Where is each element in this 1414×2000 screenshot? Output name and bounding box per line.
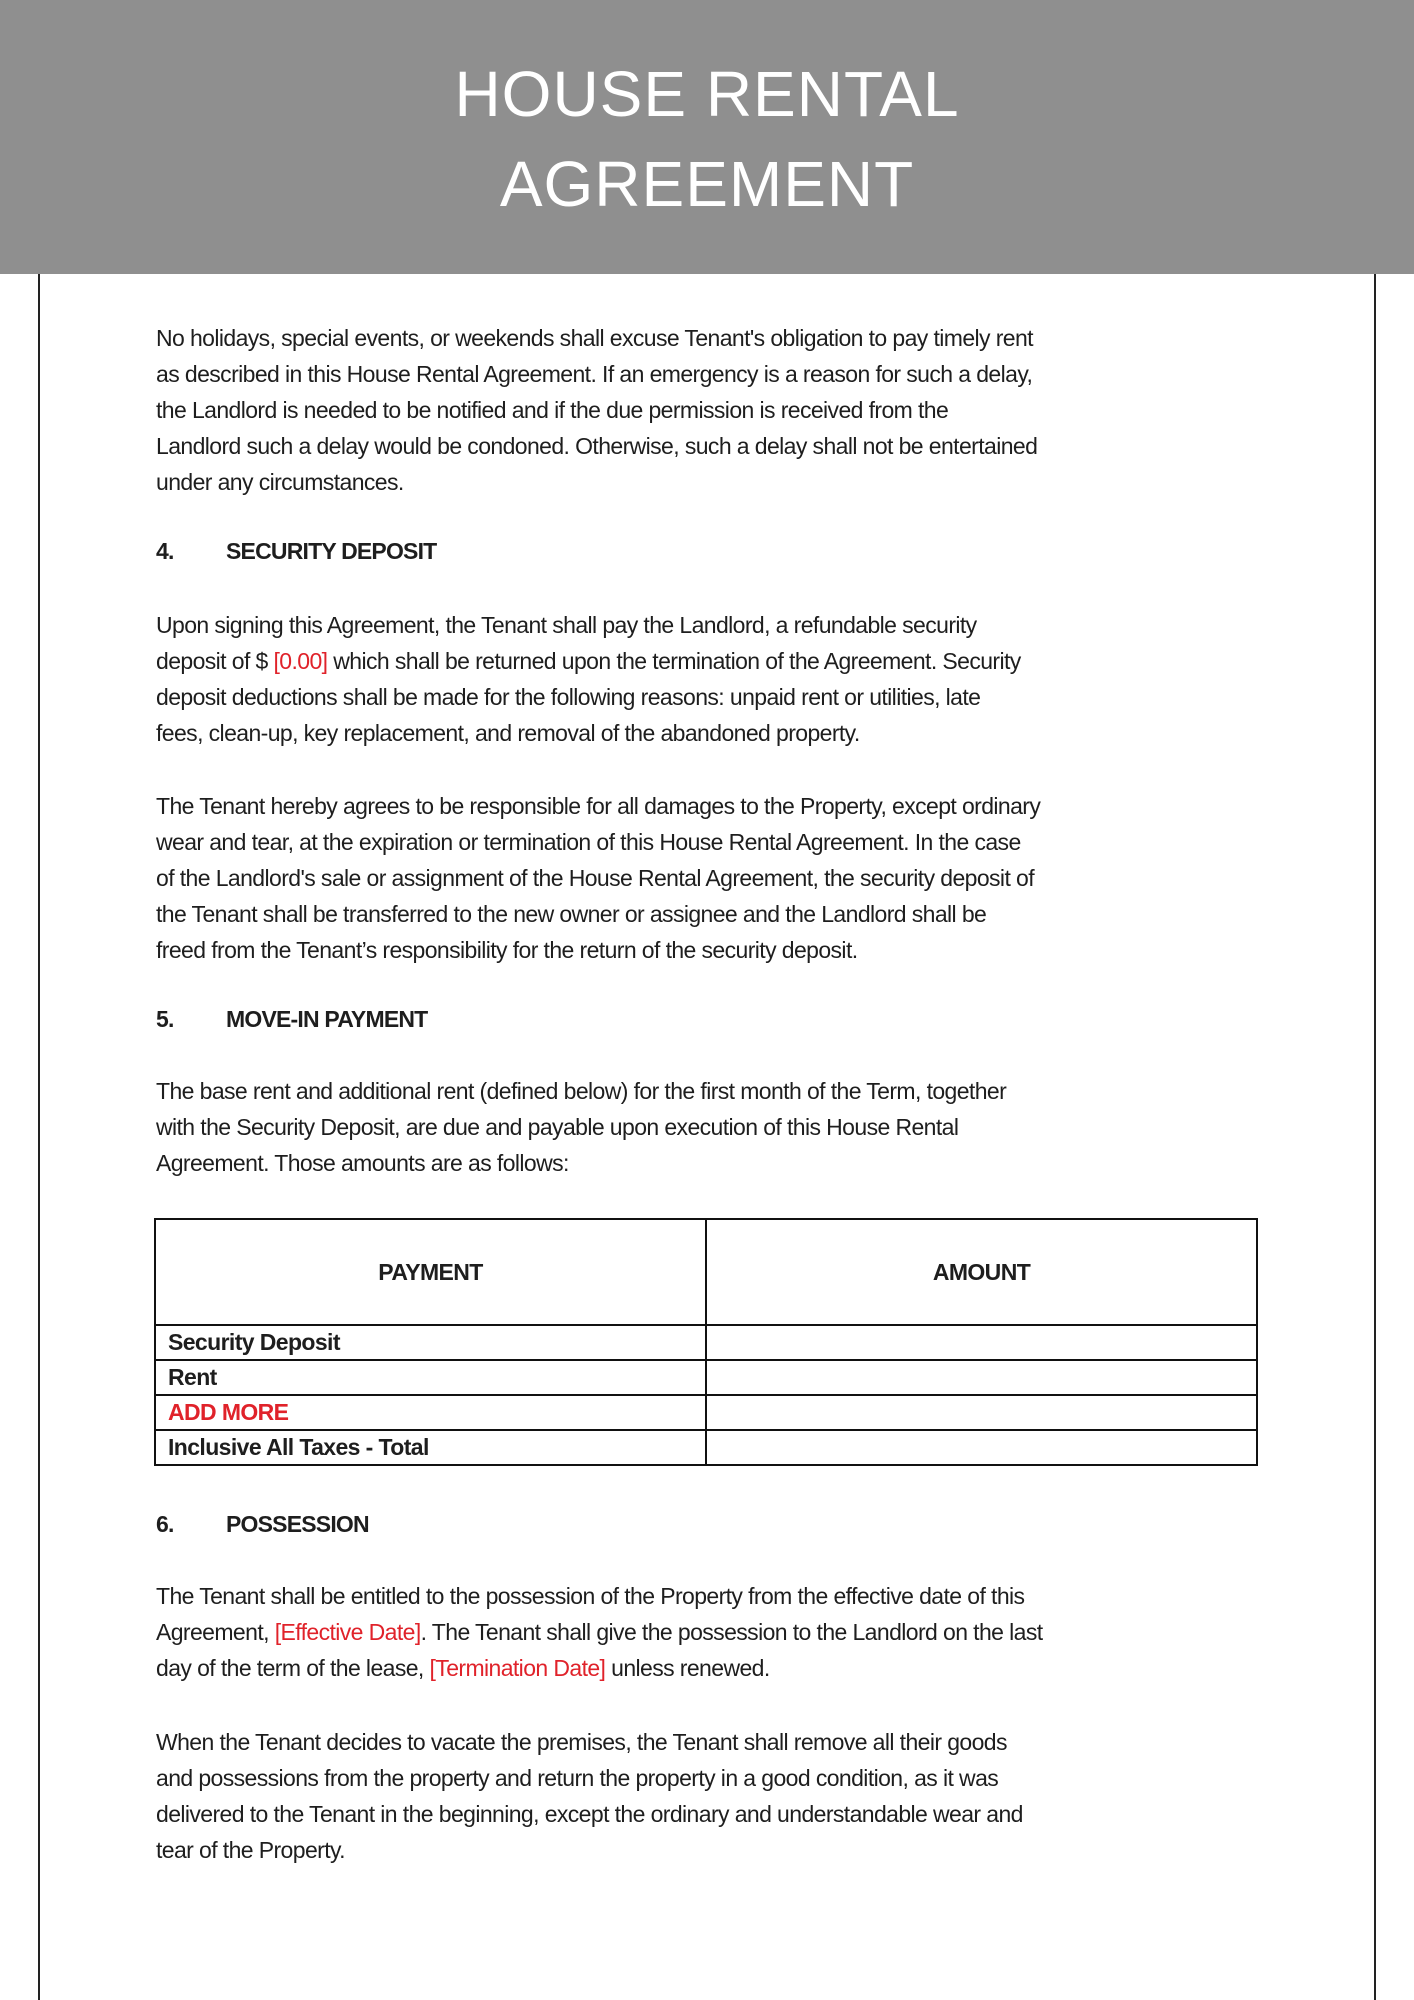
title-banner xyxy=(0,0,1414,274)
section-heading-security-deposit xyxy=(156,538,436,565)
section-number: 5. xyxy=(156,1006,174,1032)
payment-cell: Inclusive All Taxes - Total xyxy=(155,1430,706,1465)
table-row xyxy=(155,1430,1257,1465)
payment-cell-add-more: ADD MORE xyxy=(155,1395,706,1430)
section-title: MOVE-IN PAYMENT xyxy=(226,1006,428,1032)
table-row xyxy=(155,1395,1257,1430)
amount-cell[interactable] xyxy=(706,1430,1257,1465)
text-line: The Tenant hereby agrees to be responsible for all damages to the Property, except ordinary xyxy=(156,793,1041,819)
title-line-2: AGREEMENT xyxy=(499,148,915,220)
text-line: Agreement. Those amounts are as follows: xyxy=(156,1150,569,1176)
section-title: SECURITY DEPOSIT xyxy=(226,538,437,564)
page-border-right xyxy=(1374,274,1376,2000)
text-line: as described in this House Rental Agreement. If an emergency is a reason for such a delay, xyxy=(156,361,1033,387)
section-heading-possession xyxy=(156,1511,369,1538)
text-line: delivered to the Tenant in the beginning, except the ordinary and understandable wear and xyxy=(156,1801,1023,1827)
text: unless renewed. xyxy=(605,1655,770,1681)
section-number: 4. xyxy=(156,538,174,564)
paragraph-move-in xyxy=(156,1073,1276,1181)
amount-cell[interactable] xyxy=(706,1395,1257,1430)
paragraph-vacate xyxy=(156,1724,1276,1868)
text-line: The base rent and additional rent (defined below) for the first month of the Term, together xyxy=(156,1078,1007,1104)
text-line: fees, clean-up, key replacement, and removal of the abandoned property. xyxy=(156,720,860,746)
section-number: 6. xyxy=(156,1511,174,1537)
paragraph-possession xyxy=(156,1578,1276,1686)
column-header-payment: PAYMENT xyxy=(155,1219,706,1325)
title-line-1: HOUSE RENTAL xyxy=(454,58,960,130)
table-row xyxy=(155,1360,1257,1395)
amount-cell[interactable] xyxy=(706,1325,1257,1360)
text: which shall be returned upon the termination of the Agreement. Security xyxy=(327,648,1021,674)
table-row xyxy=(155,1325,1257,1360)
text-line: with the Security Deposit, are due and payable upon execution of this House Rental xyxy=(156,1114,959,1140)
text-line: freed from the Tenant’s responsibility for the return of the security deposit. xyxy=(156,937,858,963)
payment-table xyxy=(154,1218,1258,1466)
text: Agreement, xyxy=(156,1619,275,1645)
text-line: the Tenant shall be transferred to the new owner or assignee and the Landlord shall be xyxy=(156,901,987,927)
section-title: POSSESSION xyxy=(226,1511,369,1537)
deposit-amount-placeholder: [0.00] xyxy=(273,648,328,674)
text-line: No holidays, special events, or weekends shall excuse Tenant's obligation to pay timely rent xyxy=(156,325,1033,351)
page-border-left xyxy=(38,274,40,2000)
text-line: The Tenant shall be entitled to the possession of the Property from the effective date of this xyxy=(156,1583,1025,1609)
paragraph-rent-timeliness xyxy=(156,320,1276,500)
paragraph-security-deposit xyxy=(156,607,1276,751)
text-line: wear and tear, at the expiration or termination of this House Rental Agreement. In the case xyxy=(156,829,1021,855)
text-line xyxy=(156,643,1276,679)
text-line: deposit deductions shall be made for the following reasons: unpaid rent or utilities, late xyxy=(156,684,981,710)
column-header-amount: AMOUNT xyxy=(706,1219,1257,1325)
effective-date-placeholder: [Effective Date] xyxy=(274,1619,421,1645)
paragraph-damages xyxy=(156,788,1276,968)
text-line: Landlord such a delay would be condoned. Otherwise, such a delay shall not be entertained xyxy=(156,433,1038,459)
text-line: Upon signing this Agreement, the Tenant shall pay the Landlord, a refundable security xyxy=(156,612,977,638)
text-line: the Landlord is needed to be notified and if the due permission is received from the xyxy=(156,397,949,423)
termination-date-placeholder: [Termination Date] xyxy=(429,1655,606,1681)
text: deposit of $ xyxy=(156,648,274,674)
payment-cell: Rent xyxy=(155,1360,706,1395)
amount-cell[interactable] xyxy=(706,1360,1257,1395)
text-line: of the Landlord's sale or assignment of the House Rental Agreement, the security deposit of xyxy=(156,865,1035,891)
section-heading-move-in-payment xyxy=(156,1006,427,1033)
text-line: and possessions from the property and return the property in a good condition, as it was xyxy=(156,1765,999,1791)
text-line xyxy=(156,1650,1276,1686)
text: . The Tenant shall give the possession to the Landlord on the last xyxy=(420,1619,1043,1645)
text-line: When the Tenant decides to vacate the premises, the Tenant shall remove all their goods xyxy=(156,1729,1007,1755)
text-line: tear of the Property. xyxy=(156,1837,345,1863)
table-header-row xyxy=(155,1219,1257,1325)
payment-cell: Security Deposit xyxy=(155,1325,706,1360)
text-line: under any circumstances. xyxy=(156,469,404,495)
text-line xyxy=(156,1614,1276,1650)
text: day of the term of the lease, xyxy=(156,1655,430,1681)
